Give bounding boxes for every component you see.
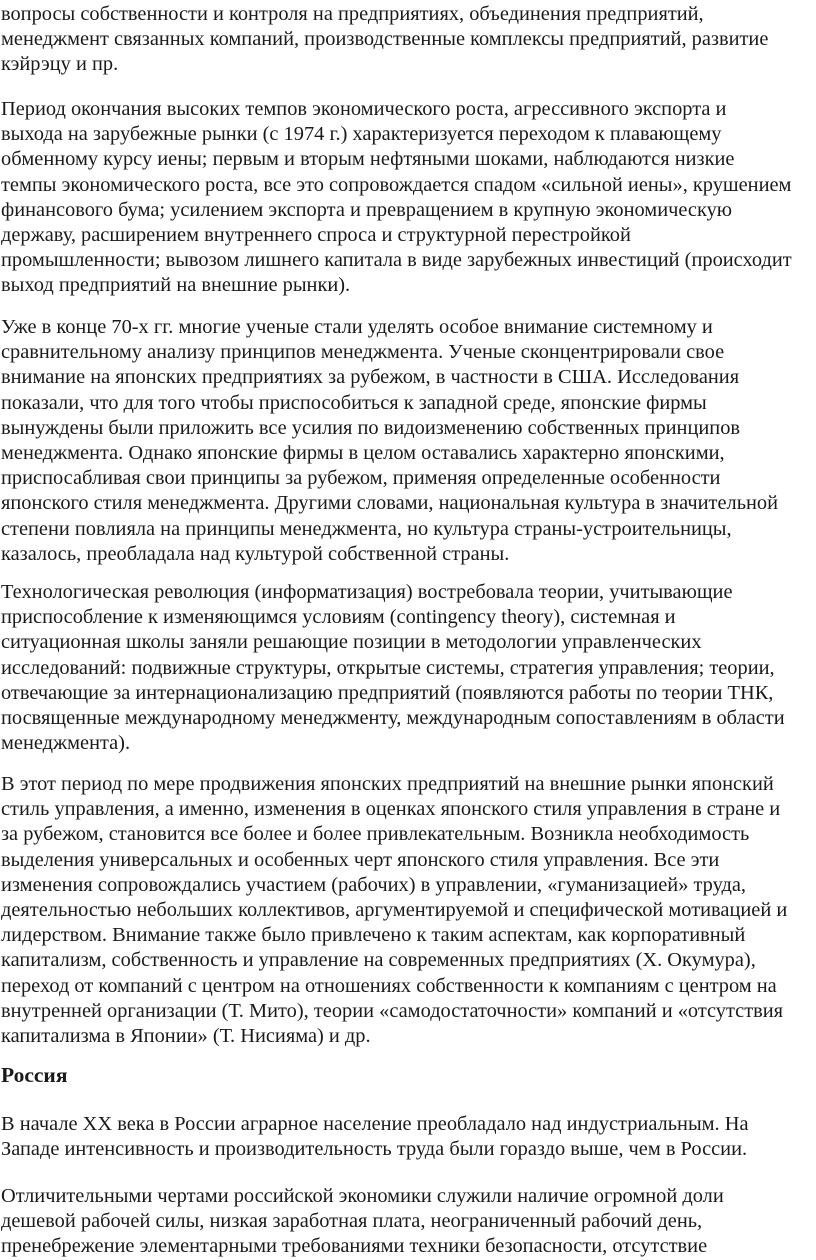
text-line: капитализма в Японии» (Т. Нисияма) и др. <box>1 1024 371 1047</box>
paragraph-tech-revolution <box>1 580 816 756</box>
text-line: менеджмента). <box>1 732 131 755</box>
text-line: приспосабливая свои принципы за рубежом, применяя определенные особенности <box>1 467 721 490</box>
paragraph-70s <box>1 315 816 567</box>
text-line: менеджмент связанных компаний, производственные комплексы предприятий, развитие <box>1 28 769 51</box>
text-line: показали, что для того чтобы приспособиться к западной среде, японские фирмы <box>1 391 707 414</box>
text-line: степени повлияла на принципы менеджмента, но культура страны-устроительницы, <box>1 517 732 540</box>
paragraph-russia-features <box>1 1184 816 1260</box>
text-line: вынуждены были приложить все усилия по видоизменению собственных принципов <box>1 416 741 439</box>
section-heading-russia: Россия <box>1 1063 68 1087</box>
paragraph-ownership <box>1 2 816 78</box>
text-line: Западе интенсивность и производительность труда были гораздо выше, чем в России. <box>1 1138 748 1161</box>
paragraph-japanese-style <box>1 772 816 1049</box>
text-line: темпы экономического роста, все это сопровождается спадом «сильной иены», крушением <box>1 173 792 196</box>
text-line: обменному курсу иены; первым и вторым нефтяными шоками, наблюдаются низкие <box>1 148 735 171</box>
text-line: переход от компаний с центром на отношениях собственности к компаниям с центром на <box>1 974 777 997</box>
text-line: отвечающие за интернационализацию предприятий (появляются работы по теории ТНК, <box>1 681 774 704</box>
text-line: приспособление к изменяющимся условиям (contingency theory), системная и <box>1 606 676 629</box>
text-line: В начале XX века в России аграрное население преобладало над индустриальным. На <box>1 1113 749 1135</box>
text-line: капитализм, собственность и управление на современных предприятиях (Х. Окумура), <box>1 949 756 972</box>
text-line: внутренней организации (Т. Мито), теории «самодостаточности» компаний и «отсутствия <box>1 999 784 1022</box>
text-line: исследований: подвижные структуры, открытые системы, стратегия управления; теории, <box>1 656 775 679</box>
paragraph-russia-intro <box>1 1112 816 1162</box>
text-line: изменения сопровождались участием (рабочих) в управлении, «гуманизацией» труда, <box>1 873 747 896</box>
text-line: стиль управления, а именно, изменения в оценках японского стиля управления в стране и <box>1 798 781 821</box>
text-line: кэйрэцу и пр. <box>1 53 119 76</box>
text-line: посвященные международному менеджменту, международным сопоставлениям в области <box>1 706 785 729</box>
text-line: финансового бума; усилением экспорта и превращением в крупную экономическую <box>1 198 733 221</box>
text-line: деятельностью небольших коллективов, аргументируемой и специфической мотивацией и <box>1 898 788 921</box>
text-line: Технологическая революция (информатизация) востребовала теории, учитывающие <box>1 581 733 603</box>
text-line: менеджмента. Однако японские фирмы в целом оставались характерно японскими, <box>1 441 725 464</box>
text-line: В этот период по мере продвижения японских предприятий на внешние рынки японский <box>1 773 774 795</box>
text-line: пренебрежение элементарными требованиями техники безопасности, отсутствие <box>1 1235 708 1258</box>
text-line: выход предприятий на внешние рынки). <box>1 274 351 297</box>
text-line: ситуационная школы заняли решающие позиции в методологии управленческих <box>1 631 702 654</box>
text-line: Отличительными чертами российской экономики служили наличие огромной доли <box>1 1185 724 1207</box>
text-line: вопросы собственности и контроля на предприятиях, объединения предприятий, <box>1 3 704 25</box>
text-line: Период окончания высоких темпов экономического роста, агрессивного экспорта и <box>1 98 727 120</box>
text-line: внимание на японских предприятиях за рубежом, в частности в США. Исследования <box>1 366 740 389</box>
paragraph-period <box>1 97 816 299</box>
text-line: выхода на зарубежные рынки (с 1974 г.) характеризуется переходом к плавающему <box>1 123 722 146</box>
text-line: Уже в конце 70-х гг. многие ученые стали уделять особое внимание системному и <box>1 316 713 338</box>
text-line: дешевой рабочей силы, низкая заработная плата, неограниченный рабочий день, <box>1 1210 703 1233</box>
text-line: казалось, преобладала над культурой собственной страны. <box>1 542 510 565</box>
text-line: японского стиля менеджмента. Другими словами, национальная культура в значительной <box>1 492 779 515</box>
text-line: промышленности; вывозом лишнего капитала в виде зарубежных инвестиций (происходит <box>1 249 792 272</box>
text-line: выделения универсальных и особенных черт японского стиля управления. Все эти <box>1 848 720 871</box>
text-line: лидерством. Внимание также было привлечено к таким аспектам, как корпоративный <box>1 924 746 947</box>
text-line: сравнительному анализу принципов менеджмента. Ученые сконцентрировали свое <box>1 341 725 364</box>
text-line: державу, расширением внутреннего спроса и структурной перестройкой <box>1 223 631 246</box>
text-line: за рубежом, становится все более и более привлекательным. Возникла необходимость <box>1 823 750 846</box>
